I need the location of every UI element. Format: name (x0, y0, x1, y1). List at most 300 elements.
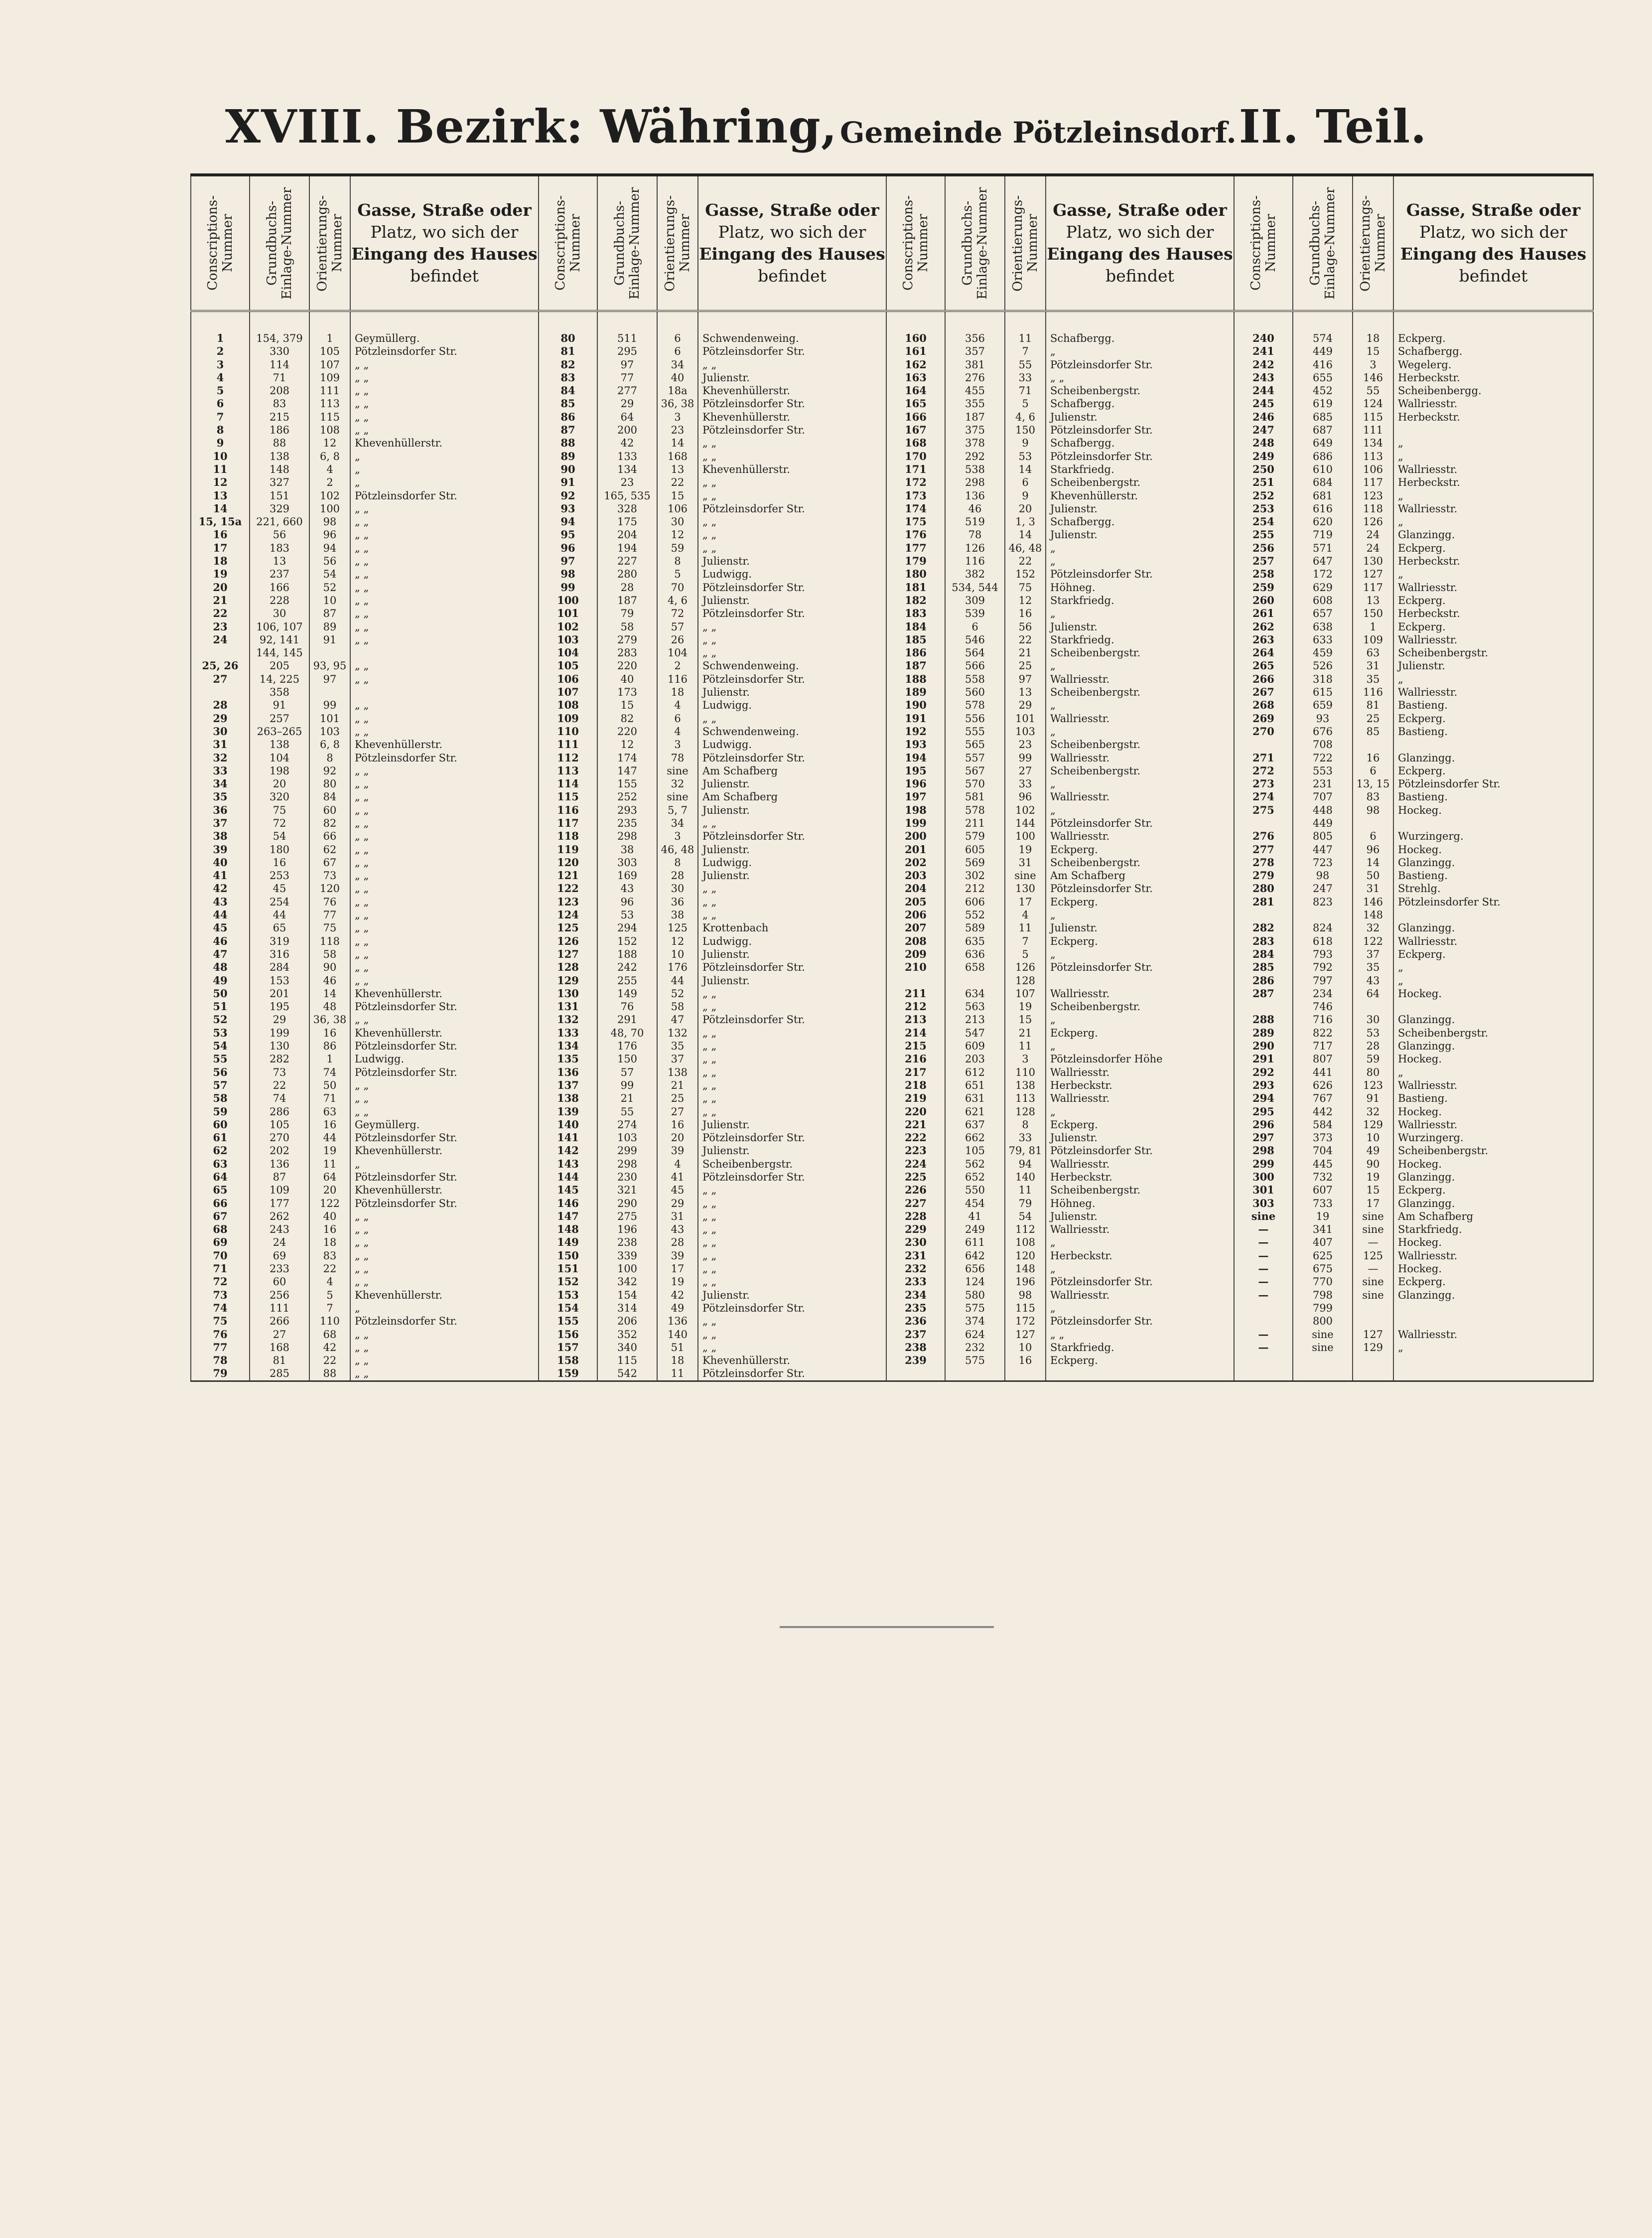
orientation-number: 100 (1005, 830, 1046, 843)
street-name: Pötzleinsdorfer Str. (698, 961, 886, 974)
street-name: „ „ (350, 1328, 539, 1341)
grundbuch-number: 243 (250, 1223, 309, 1236)
street-name: Herbeckstr. (1393, 411, 1593, 424)
conscription-number: 145 (539, 1184, 597, 1196)
orientation-number: 86 (309, 1040, 350, 1052)
orientation-number: 59 (657, 542, 698, 555)
conscription-number: 144 (539, 1171, 597, 1184)
street-name: Pötzleinsdorfer Str. (698, 607, 886, 620)
orientation-number: 44 (309, 1131, 350, 1144)
grundbuch-number: 58 (597, 620, 657, 633)
orientation-number: 113 (1353, 450, 1393, 463)
header-line: befindet (758, 266, 826, 286)
grundbuch-number: 196 (597, 1223, 657, 1236)
orientation-number: 100 (309, 502, 350, 515)
street-name: „ „ (698, 987, 886, 1000)
street-name (350, 646, 539, 659)
conscription-number (191, 646, 250, 659)
orientation-number: 122 (1353, 935, 1393, 948)
conscription-number: 225 (886, 1171, 945, 1184)
grundbuch-number: 550 (945, 1184, 1005, 1196)
street-name: „ „ (698, 489, 886, 502)
grundbuch-number: 233 (250, 1262, 309, 1275)
street-name: Pötzleinsdorfer Str. (1046, 1144, 1234, 1157)
street-name: Glanzingg. (1393, 1197, 1593, 1210)
orientation-number: 32 (657, 777, 698, 790)
street-name: „ „ (1046, 1328, 1234, 1341)
orientation-number: — (1353, 1236, 1393, 1249)
grundbuch-number: 55 (597, 1105, 657, 1118)
grundbuch-number: 238 (597, 1236, 657, 1249)
header-line: Platz, wo sich der (718, 222, 866, 242)
grundbuch-number: 356 (945, 332, 1005, 345)
conscription-number: 138 (539, 1092, 597, 1105)
conscription-number: 220 (886, 1105, 945, 1118)
grundbuch-number: 565 (945, 738, 1005, 751)
grundbuch-number: 124 (945, 1275, 1005, 1288)
street-name: „ (1046, 555, 1234, 568)
street-name: Am Schafberg (1393, 1210, 1593, 1223)
street-name: „ „ (698, 633, 886, 646)
conscription-number: 283 (1234, 935, 1293, 948)
grundbuch-number: 205 (250, 659, 309, 672)
grundbuch-number: 611 (945, 1236, 1005, 1249)
conscription-number: 282 (1234, 921, 1293, 934)
street-name: Hockeg. (1393, 987, 1593, 1000)
table-row (191, 1092, 1593, 1105)
street-name: Scheibenbergstr. (1393, 1144, 1593, 1157)
street-name: Pötzleinsdorfer Str. (350, 1040, 539, 1052)
orientation-number: 5 (657, 568, 698, 581)
table-row (191, 1354, 1593, 1367)
grundbuch-number: 716 (1293, 1013, 1353, 1026)
orientation-number: 82 (309, 817, 350, 830)
grundbuch-number: 65 (250, 921, 309, 934)
header-conscription (886, 175, 945, 311)
street-name: Pötzleinsdorfer Str. (698, 1302, 886, 1315)
street-name: Wurzingerg. (1393, 1131, 1593, 1144)
grundbuch-number: 114 (250, 358, 309, 371)
street-name: Julienstr. (1046, 411, 1234, 424)
grundbuch-number: 608 (1293, 594, 1353, 607)
street-name: Pötzleinsdorfer Str. (1046, 1275, 1234, 1288)
conscription-number: 76 (191, 1328, 250, 1341)
grundbuch-number: 449 (1293, 345, 1353, 358)
street-name: Eckperg. (1046, 1118, 1234, 1131)
street-name: Höhneg. (1046, 1197, 1234, 1210)
table-row (191, 882, 1593, 895)
orientation-number: 24 (1353, 542, 1393, 555)
street-name: Schwendenweing. (698, 659, 886, 672)
orientation-number: 40 (657, 371, 698, 384)
orientation-number: 4, 6 (657, 594, 698, 607)
grundbuch-number: 327 (250, 476, 309, 489)
orientation-number: 36, 38 (657, 397, 698, 410)
orientation-number: 91 (1353, 1092, 1393, 1105)
grundbuch-number: 115 (597, 1354, 657, 1367)
orientation-number: 110 (309, 1315, 350, 1328)
street-name: „ „ (698, 450, 886, 463)
grundbuch-number: 154 (597, 1289, 657, 1302)
conscription-number: 204 (886, 882, 945, 895)
conscription-number: 127 (539, 948, 597, 961)
conscription-number: 211 (886, 987, 945, 1000)
grundbuch-number (945, 1367, 1005, 1381)
orientation-number: 106 (657, 502, 698, 515)
grundbuch-number: 290 (597, 1197, 657, 1210)
grundbuch-number: 285 (250, 1367, 309, 1381)
conscription-number: 185 (886, 633, 945, 646)
street-name (1393, 424, 1593, 437)
orientation-number: 12 (1005, 594, 1046, 607)
conscription-number: 9 (191, 437, 250, 449)
street-name: Khevenhüllerstr. (350, 1144, 539, 1157)
table-row (191, 1027, 1593, 1040)
street-name: Eckperg. (1393, 1184, 1593, 1196)
grundbuch-number: 539 (945, 607, 1005, 620)
grundbuch-number: 276 (945, 371, 1005, 384)
grundbuch-number: 329 (250, 502, 309, 515)
orientation-number: 76 (309, 895, 350, 908)
orientation-number: 30 (1353, 1013, 1393, 1026)
conscription-number: 60 (191, 1118, 250, 1131)
conscription-number: 298 (1234, 1144, 1293, 1157)
conscription-number: sine (1234, 1210, 1293, 1223)
orientation-number: 55 (1353, 384, 1393, 397)
orientation-number: 109 (309, 371, 350, 384)
conscription-number: 275 (1234, 804, 1293, 817)
conscription-number: 163 (886, 371, 945, 384)
grundbuch-number: 534, 544 (945, 581, 1005, 594)
grundbuch-number: 279 (597, 633, 657, 646)
street-name: Schwendenweing. (698, 725, 886, 738)
street-name: „ „ (350, 699, 539, 712)
grundbuch-number: 54 (250, 830, 309, 843)
grundbuch-number: 292 (945, 450, 1005, 463)
street-name: „ (1393, 673, 1593, 686)
conscription-number: 266 (1234, 673, 1293, 686)
divider (780, 1626, 994, 1628)
grundbuch-number: 378 (945, 437, 1005, 449)
conscription-number: 287 (1234, 987, 1293, 1000)
street-name: Schafbergg. (1046, 437, 1234, 449)
orientation-number: 29 (1005, 699, 1046, 712)
street-name: Eckperg. (1393, 948, 1593, 961)
header-grundbuch (945, 175, 1005, 311)
conscription-number: 143 (539, 1158, 597, 1171)
grundbuch-number: 382 (945, 568, 1005, 581)
conscription-number: 299 (1234, 1158, 1293, 1171)
orientation-number: 71 (309, 1092, 350, 1105)
conscription-number: 301 (1234, 1184, 1293, 1196)
orientation-number: 6, 8 (309, 450, 350, 463)
conscription-number: 160 (886, 332, 945, 345)
conscription-number: 114 (539, 777, 597, 790)
street-name: Wallriesstr. (1393, 397, 1593, 410)
grundbuch-number: 455 (945, 384, 1005, 397)
street-name: Scheibenbergstr. (1046, 764, 1234, 777)
orientation-number: 73 (309, 869, 350, 882)
conscription-number: 246 (1234, 411, 1293, 424)
street-name: Pötzleinsdorfer Str. (350, 1000, 539, 1013)
table-row (191, 489, 1593, 502)
table-row (191, 437, 1593, 449)
conscription-number (1234, 1302, 1293, 1315)
grundbuch-number: 212 (945, 882, 1005, 895)
orientation-number: 22 (309, 1354, 350, 1367)
street-name: Starkfriedg. (1046, 1341, 1234, 1354)
orientation-number: 31 (657, 1210, 698, 1223)
conscription-number: 173 (886, 489, 945, 502)
conscription-number: 272 (1234, 764, 1293, 777)
grundbuch-number: 88 (250, 437, 309, 449)
conscription-number: 281 (1234, 895, 1293, 908)
street-name: Herbeckstr. (1046, 1249, 1234, 1262)
grundbuch-number: 822 (1293, 1027, 1353, 1040)
grundbuch-number: 416 (1293, 358, 1353, 371)
street-name: „ „ (698, 358, 886, 371)
header-label: Grundbuchs-Einlage-Nummer (265, 187, 294, 299)
grundbuch-number: 56 (250, 528, 309, 541)
conscription-number: 57 (191, 1079, 250, 1092)
header-street (698, 175, 886, 311)
grundbuch-number: 136 (945, 489, 1005, 502)
orientation-number: 117 (1353, 581, 1393, 594)
grundbuch-number: 69 (250, 1249, 309, 1262)
conscription-number: 224 (886, 1158, 945, 1171)
conscription-number: 258 (1234, 568, 1293, 581)
conscription-number: 216 (886, 1052, 945, 1065)
conscription-number: 146 (539, 1197, 597, 1210)
street-name: Eckperg. (1046, 935, 1234, 948)
conscription-number: 71 (191, 1262, 250, 1275)
grundbuch-number: 237 (250, 568, 309, 581)
orientation-number: 16 (1353, 751, 1393, 764)
street-name: Eckperg. (1393, 594, 1593, 607)
grundbuch-number: 100 (597, 1262, 657, 1275)
street-name: „ „ (350, 1249, 539, 1262)
street-name: Khevenhüllerstr. (350, 738, 539, 751)
orientation-number: 43 (1353, 974, 1393, 987)
table-row (191, 1000, 1593, 1013)
orientation-number: 54 (1005, 1210, 1046, 1223)
table-row (191, 1249, 1593, 1262)
conscription-number: 241 (1234, 345, 1293, 358)
conscription-number: 120 (539, 856, 597, 869)
orientation-number: 103 (1005, 725, 1046, 738)
header-street (1046, 175, 1234, 311)
grundbuch-number: 133 (597, 450, 657, 463)
grundbuch-number: 165, 535 (597, 489, 657, 502)
orientation-number: 6, 8 (309, 738, 350, 751)
street-name: „ „ (350, 1275, 539, 1288)
grundbuch-number: 228 (250, 594, 309, 607)
conscription-number: 280 (1234, 882, 1293, 895)
grundbuch-number: 538 (945, 463, 1005, 476)
orientation-number: 110 (1005, 1066, 1046, 1079)
conscription-number: 245 (1234, 397, 1293, 410)
conscription-number: 227 (886, 1197, 945, 1210)
orientation-number: 39 (657, 1144, 698, 1157)
grundbuch-number: 442 (1293, 1105, 1353, 1118)
street-name: Wallriesstr. (1393, 1118, 1593, 1131)
grundbuch-number: 75 (250, 804, 309, 817)
grundbuch-number: 152 (597, 935, 657, 948)
conscription-number: 50 (191, 987, 250, 1000)
conscription-number: 179 (886, 555, 945, 568)
orientation-number: 16 (1005, 607, 1046, 620)
table-row (191, 843, 1593, 856)
grundbuch-number: 27 (250, 1328, 309, 1341)
conscription-number: 167 (886, 424, 945, 437)
orientation-number: 125 (1353, 1249, 1393, 1262)
conscription-number: 7 (191, 411, 250, 424)
orientation-number: 44 (657, 974, 698, 987)
orientation-number: 23 (1005, 738, 1046, 751)
grundbuch-number: 266 (250, 1315, 309, 1328)
grundbuch-number: 447 (1293, 843, 1353, 856)
table-row (191, 1275, 1593, 1288)
orientation-number: 108 (309, 424, 350, 437)
orientation-number: 127 (1005, 1328, 1046, 1341)
street-name: „ (350, 463, 539, 476)
conscription-number: 129 (539, 974, 597, 987)
street-name: „ „ (350, 411, 539, 424)
street-name: Geymüllerg. (350, 1118, 539, 1131)
orientation-number: 18a (657, 384, 698, 397)
orientation-number: 52 (309, 581, 350, 594)
orientation-number: 1 (309, 1052, 350, 1065)
conscription-number: 194 (886, 751, 945, 764)
orientation-number: 46 (309, 974, 350, 987)
orientation-number: 168 (657, 450, 698, 463)
conscription-number: 141 (539, 1131, 597, 1144)
conscription-number: 267 (1234, 686, 1293, 699)
grundbuch-number: 96 (597, 895, 657, 908)
conscription-number: 41 (191, 869, 250, 882)
street-name: Hockeg. (1393, 804, 1593, 817)
orientation-number: 127 (1353, 1328, 1393, 1341)
grundbuch-number: 321 (597, 1184, 657, 1196)
orientation-number: 36, 38 (309, 1013, 350, 1026)
conscription-number: 111 (539, 738, 597, 751)
conscription-number: 154 (539, 1302, 597, 1315)
orientation-number: 25 (1005, 659, 1046, 672)
table-row (191, 804, 1593, 817)
orientation-number: 22 (309, 1262, 350, 1275)
orientation-number: 3 (1005, 1052, 1046, 1065)
street-name: „ „ (350, 1079, 539, 1092)
grundbuch-number: 203 (945, 1052, 1005, 1065)
street-name: „ (1393, 450, 1593, 463)
conscription-number: 230 (886, 1236, 945, 1249)
street-name: Pötzleinsdorfer Höhe (1046, 1052, 1234, 1065)
grundbuch-number: 29 (597, 397, 657, 410)
grundbuch-number: 187 (597, 594, 657, 607)
table-row (191, 1184, 1593, 1196)
orientation-number: 127 (1353, 568, 1393, 581)
grundbuch-number: 136 (250, 1158, 309, 1171)
orientation-number: 4 (657, 699, 698, 712)
conscription-number: 136 (539, 1066, 597, 1079)
conscription-number: 228 (886, 1210, 945, 1223)
street-name: „ „ (350, 673, 539, 686)
street-name: Ludwigg. (698, 935, 886, 948)
street-name: Eckperg. (1393, 542, 1593, 555)
header-label: Orientierungs-Nummer (1358, 195, 1388, 292)
conscription-number: 1 (191, 332, 250, 345)
street-name: Pötzleinsdorfer Str. (698, 1171, 886, 1184)
orientation-number: 11 (1005, 1040, 1046, 1052)
conscription-number: 286 (1234, 974, 1293, 987)
conscription-number: 149 (539, 1236, 597, 1249)
grundbuch-number: 619 (1293, 397, 1353, 410)
street-name: Ludwigg. (698, 568, 886, 581)
conscription-number: 101 (539, 607, 597, 620)
street-name: Wallriesstr. (1393, 581, 1593, 594)
street-name: Ludwigg. (698, 738, 886, 751)
orientation-number: 41 (657, 1171, 698, 1184)
street-name: „ „ (698, 817, 886, 830)
conscription-number: 139 (539, 1105, 597, 1118)
street-name: Pötzleinsdorfer Str. (350, 345, 539, 358)
conscription-number: 90 (539, 463, 597, 476)
orientation-number: 64 (1353, 987, 1393, 1000)
conscription-number: 28 (191, 699, 250, 712)
conscription-number: 49 (191, 974, 250, 987)
table-row (191, 790, 1593, 803)
conscription-number: 14 (191, 502, 250, 515)
grundbuch-number: 557 (945, 751, 1005, 764)
conscription-number: 219 (886, 1092, 945, 1105)
street-name: Scheibenbergstr. (1393, 1027, 1593, 1040)
grundbuch-number: 247 (1293, 882, 1353, 895)
table-row (191, 974, 1593, 987)
grundbuch-number: 155 (597, 777, 657, 790)
table-row (191, 1013, 1593, 1026)
street-name: „ „ (698, 1210, 886, 1223)
street-name: Wallriesstr. (1393, 502, 1593, 515)
table-row (191, 1105, 1593, 1118)
street-name: „ „ (698, 646, 886, 659)
conscription-number (1234, 1354, 1293, 1367)
grundbuch-number: 134 (597, 463, 657, 476)
header-grundbuch (597, 175, 657, 311)
conscription-number: 257 (1234, 555, 1293, 568)
conscription-number (886, 1367, 945, 1381)
grundbuch-number: 15 (597, 699, 657, 712)
street-name: Pötzleinsdorfer Str. (1046, 1315, 1234, 1328)
orientation-number: 46, 48 (1005, 542, 1046, 555)
conscription-number: 195 (886, 764, 945, 777)
orientation-number: 62 (309, 843, 350, 856)
street-name: Scheibenbergstr. (1046, 384, 1234, 397)
orientation-number: 13 (1005, 686, 1046, 699)
conscription-number: 150 (539, 1249, 597, 1262)
orientation-number: 14 (1005, 463, 1046, 476)
orientation-number: 32 (1353, 1105, 1393, 1118)
conscription-number: 229 (886, 1223, 945, 1236)
grundbuch-number (945, 974, 1005, 987)
street-name: Julienstr. (698, 686, 886, 699)
conscription-number: 253 (1234, 502, 1293, 515)
grundbuch-number: 21 (597, 1092, 657, 1105)
orientation-number (1353, 817, 1393, 830)
street-name: „ „ (698, 1262, 886, 1275)
orientation-number (1005, 1367, 1046, 1381)
street-name: Scheibenbergstr. (1046, 476, 1234, 489)
orientation-number: 79 (1005, 1197, 1046, 1210)
